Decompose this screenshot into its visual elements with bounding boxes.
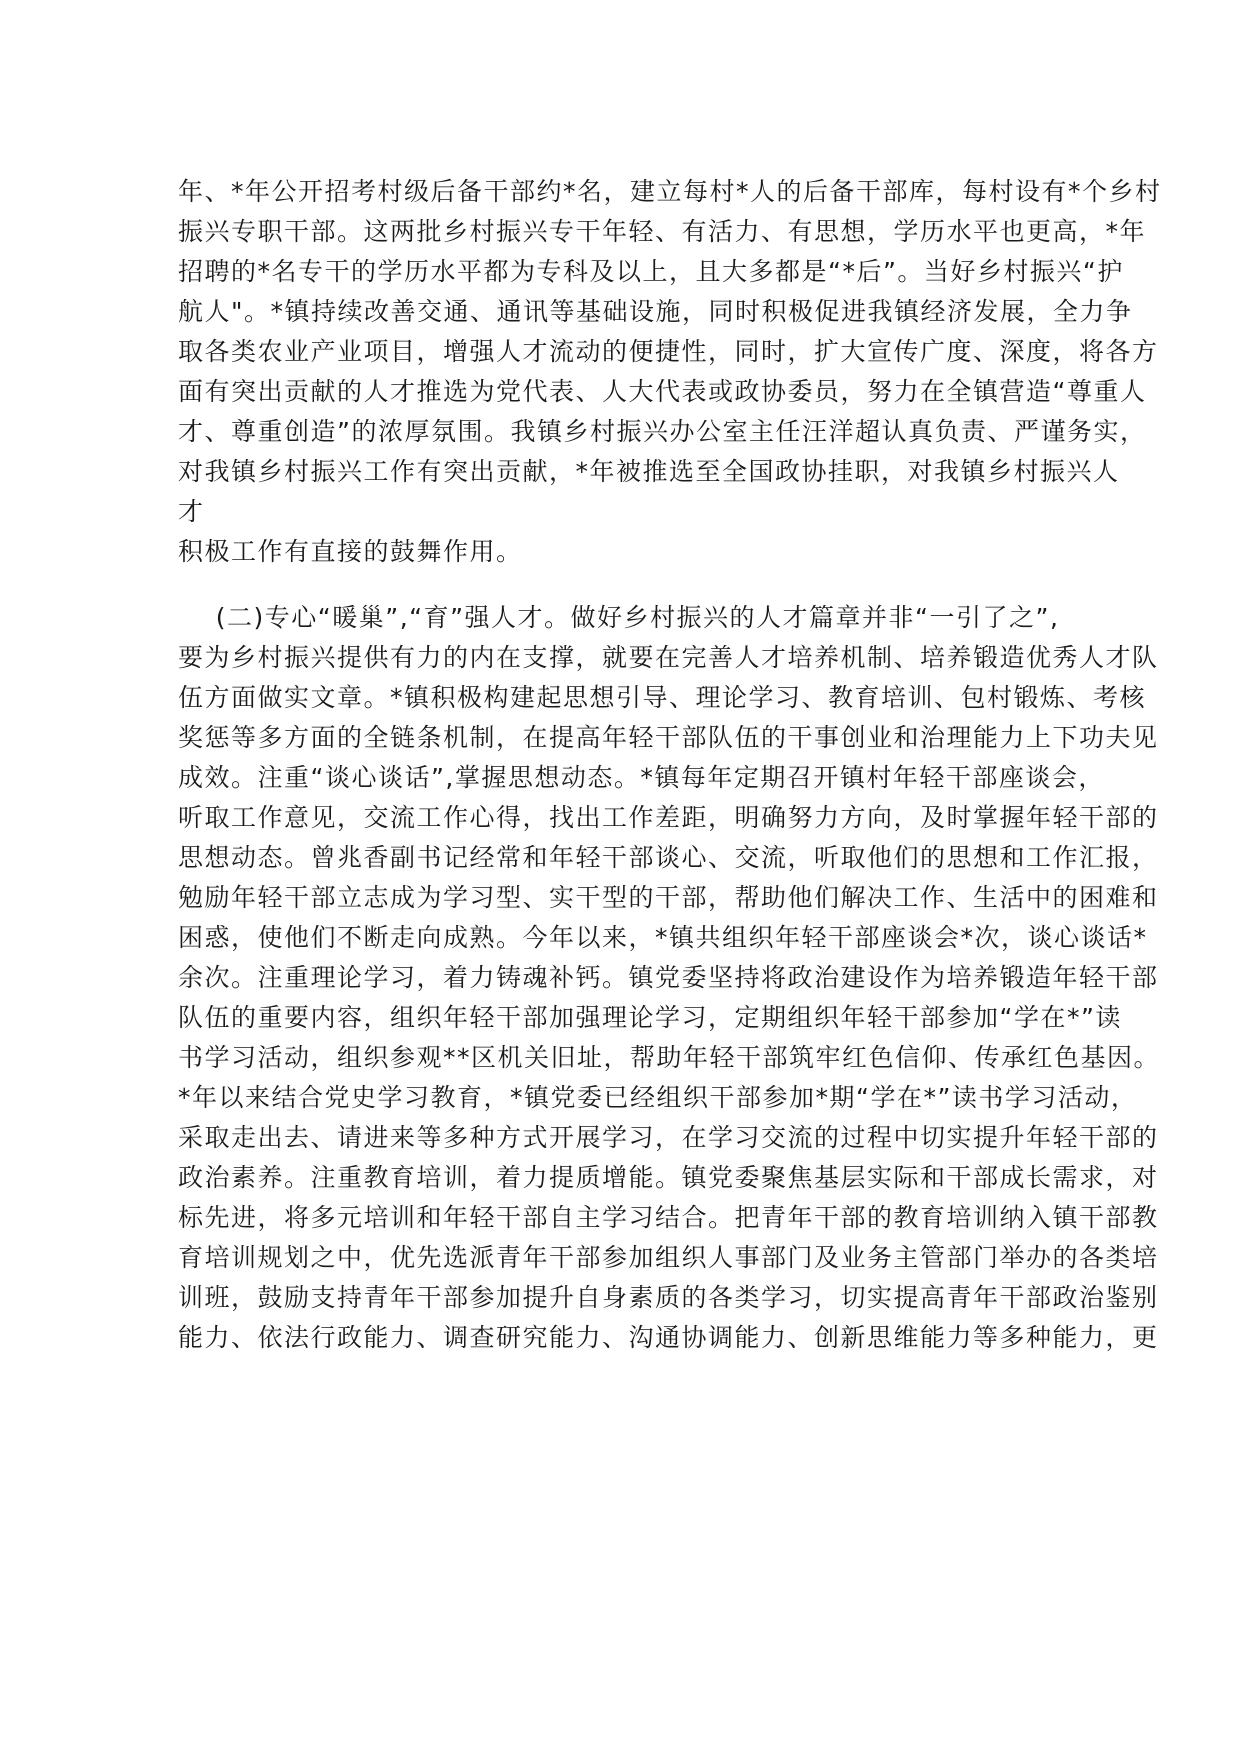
text-line: 书学习活动，组织参观**区机关旧址，帮助年轻干部筑牢红色信仰、传承红色基因。 bbox=[178, 1043, 1161, 1072]
text-line: 标先进，将多元培训和年轻干部自主学习结合。把青年干部的教育培训纳入镇干部教 bbox=[178, 1203, 1159, 1232]
paragraph-section-two bbox=[178, 598, 1161, 1358]
text-line: 才 bbox=[178, 497, 205, 526]
text-line: 振兴专职干部。这两批乡村振兴专干年轻、有活力、有思想，学历水平也更高，*年 bbox=[178, 217, 1147, 246]
section-heading-line: (二)专心“暖巢”,“育”强人才。做好乡村振兴的人才篇章并非“一引了之”, bbox=[178, 603, 1060, 632]
text-line: 成效。注重“谈心谈话”,掌握思想动态。*镇每年定期召开镇村年轻干部座谈会， bbox=[178, 763, 1105, 792]
text-line: 年、*年公开招考村级后备干部约*名，建立每村*人的后备干部库，每村设有*个乡村 bbox=[178, 177, 1162, 206]
text-line: 听取工作意见，交流工作心得，找出工作差距，明确努力方向，及时掌握年轻干部的 bbox=[178, 803, 1159, 832]
text-line: 余次。注重理论学习，着力铸魂补钙。镇党委坚持将政治建设作为培养锻造年轻干部 bbox=[178, 963, 1159, 992]
text-line: 要为乡村振兴提供有力的内在支撑，就要在完善人才培养机制、培养锻造优秀人才队 bbox=[178, 643, 1159, 672]
text-line: 育培训规划之中，优先选派青年干部参加组织人事部门及业务主管部门举办的各类培 bbox=[178, 1243, 1159, 1272]
text-line: 政治素养。注重教育培训，着力提质增能。镇党委聚焦基层实际和干部成长需求，对 bbox=[178, 1163, 1159, 1192]
text-line: 勉励年轻干部立志成为学习型、实干型的干部，帮助他们解决工作、生活中的困难和 bbox=[178, 883, 1159, 912]
text-line: 队伍的重要内容，组织年轻干部加强理论学习，定期组织年轻干部参加“学在*”读 bbox=[178, 1003, 1122, 1032]
text-line: 伍方面做实文章。*镇积极构建起思想引导、理论学习、教育培训、包村锻炼、考核 bbox=[178, 683, 1147, 712]
text-line: *年以来结合党史学习教育，*镇党委已经组织干部参加*期“学在*”读书学习活动， bbox=[178, 1083, 1138, 1112]
text-line: 能力、依法行政能力、调查研究能力、沟通协调能力、创新思维能力等多种能力，更 bbox=[178, 1323, 1159, 1352]
text-line: 困惑，使他们不断走向成熟。今年以来，*镇共组织年轻干部座谈会*次，谈心谈话* bbox=[178, 923, 1148, 952]
text-line: 取各类农业产业项目，增强人才流动的便捷性，同时，扩大宣传广度、深度，将各方 bbox=[178, 337, 1159, 366]
text-line: 航人"。*镇持续改善交通、通讯等基础设施，同时积极促进我镇经济发展，全力争 bbox=[178, 297, 1133, 326]
text-line: 思想动态。曾兆香副书记经常和年轻干部谈心、交流，听取他们的思想和工作汇报， bbox=[178, 843, 1159, 872]
text-line: 对我镇乡村振兴工作有突出贡献，*年被推选至全国政协挂职，对我镇乡村振兴人 bbox=[178, 457, 1120, 486]
text-line: 积极工作有直接的鼓舞作用。 bbox=[178, 537, 523, 566]
text-line: 采取走出去、请进来等多种方式开展学习，在学习交流的过程中切实提升年轻干部的 bbox=[178, 1123, 1159, 1152]
text-line: 训班，鼓励支持青年干部参加提升自身素质的各类学习，切实提高青年干部政治鉴别 bbox=[178, 1283, 1159, 1312]
text-line: 奖惩等多方面的全链条机制，在提高年轻干部队伍的干事创业和治理能力上下功夫见 bbox=[178, 723, 1159, 752]
paragraph-continued bbox=[178, 172, 1162, 572]
text-line: 面有突出贡献的人才推选为党代表、人大代表或政协委员，努力在全镇营造“尊重人 bbox=[178, 377, 1147, 406]
text-line: 才、尊重创造”的浓厚氛围。我镇乡村振兴办公室主任汪洋超认真负责、严谨务实， bbox=[178, 417, 1147, 446]
text-line: 招聘的*名专干的学历水平都为专科及以上，且大多都是“*后”。当好乡村振兴“护 bbox=[178, 257, 1124, 286]
